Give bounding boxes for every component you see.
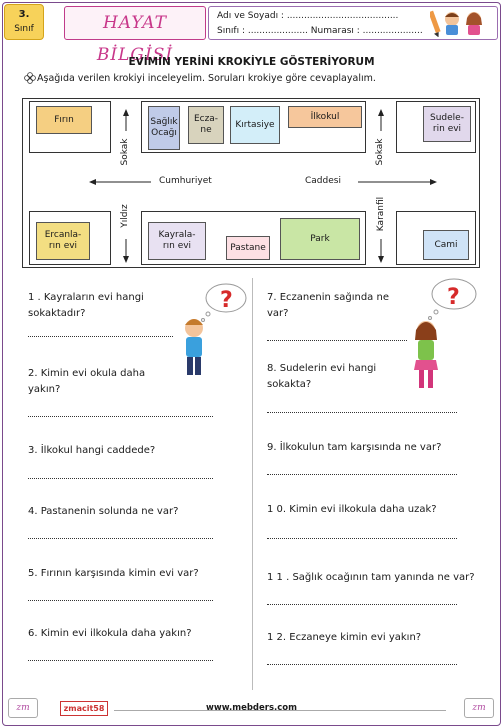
question-1: 1 . Kayraların evi hangi sokaktadır?: [28, 292, 144, 319]
answer-line-11[interactable]: [267, 604, 457, 605]
lot-label: Fırın: [54, 114, 74, 125]
lot-label: Sağlık Ocağı: [150, 117, 178, 138]
question-boy-icon: [178, 280, 250, 380]
question-9: 9. İlkokulun tam karşısında ne var?: [267, 442, 442, 453]
answer-line-1[interactable]: [28, 336, 173, 337]
answer-line-2[interactable]: [28, 416, 213, 417]
lot-label: Cami: [434, 239, 458, 250]
question-8: 8. Sudelerin evi hangi sokakta?: [267, 363, 377, 390]
footer-code: zmacit58: [60, 701, 108, 716]
question-10: 1 0. Kimin evi ilkokula daha uzak?: [267, 504, 437, 515]
answer-line-8[interactable]: [267, 412, 457, 413]
subject-title: HAYAT BİLGİSİ: [64, 6, 206, 40]
grade-badge: [4, 4, 44, 40]
footer-site[interactable]: www.mebders.com: [205, 703, 297, 713]
footer-logo-left: zm: [8, 698, 38, 718]
answer-line-6[interactable]: [28, 660, 213, 661]
answer-line-9[interactable]: [267, 474, 457, 475]
answer-line-3[interactable]: [28, 478, 213, 479]
flower-icon: [24, 72, 36, 84]
answer-line-12[interactable]: [267, 664, 457, 665]
question-2: 2. Kimin evi okula daha yakın?: [28, 368, 146, 395]
question-6: 6. Kimin evi ilkokula daha yakın?: [28, 628, 192, 639]
street-arrows: [23, 99, 481, 269]
lot-label: Kırtasiye: [235, 119, 275, 130]
street-label-karanfil: Karanfil: [376, 196, 386, 232]
street-label-cumhuriyet: Cumhuriyet: [159, 176, 212, 186]
worksheet-title: EVİMİN YERİNİ KROKİYLE GÖSTERİYORUM: [128, 56, 375, 68]
footer: [2, 696, 501, 726]
lot-label: Kayrala- rın evi: [158, 230, 196, 251]
answer-line-5[interactable]: [28, 600, 213, 601]
map-sketch: [22, 98, 480, 268]
street-label-sokak-left: Sokak: [120, 138, 130, 166]
lot-label: Ercanla- rın evi: [44, 230, 82, 251]
question-3: 3. İlkokul hangi caddede?: [28, 445, 156, 456]
question-girl-icon: [408, 274, 480, 394]
name-field: Adı ve Soyadı : .......................................: [217, 11, 399, 21]
question-11: 1 1 . Sağlık ocağının tam yanında ne var?: [267, 572, 475, 583]
grade-label: Sınıf: [14, 24, 34, 34]
question-5: 5. Fırının karşısında kimin evi var?: [28, 568, 199, 579]
lot-label: Park: [310, 233, 330, 244]
answer-line-10[interactable]: [267, 538, 457, 539]
street-label-caddesi: Caddesi: [305, 176, 341, 186]
svg-text:?: ?: [220, 288, 233, 313]
class-field: Sınıfı : ..................... Numarası : .....................: [217, 26, 423, 36]
column-divider: [252, 278, 253, 690]
street-label-sokak-right: Sokak: [375, 138, 385, 166]
footer-logo-right: zm: [464, 698, 494, 718]
lot-label: İlkokul: [310, 111, 340, 122]
question-4: 4. Pastanenin solunda ne var?: [28, 506, 179, 517]
lot-label: Sudele- rin evi: [430, 113, 464, 134]
grade-number: 3.: [18, 9, 30, 20]
question-7: 7. Eczanenin sağında ne var?: [267, 292, 389, 319]
svg-text:?: ?: [447, 285, 460, 310]
lot-label: Pastane: [230, 242, 266, 253]
pencil-kids-icon: [430, 7, 490, 37]
question-12: 1 2. Eczaneye kimin evi yakın?: [267, 632, 422, 643]
answer-line-4[interactable]: [28, 538, 213, 539]
lot-label: Ecza- ne: [193, 114, 219, 135]
worksheet-instruction: Aşağıda verilen krokiyi inceleyelim. Soruları krokiye göre cevaplayalım.: [37, 73, 376, 84]
street-label-yildiz: Yıldız: [120, 204, 130, 228]
answer-line-7[interactable]: [267, 340, 407, 341]
